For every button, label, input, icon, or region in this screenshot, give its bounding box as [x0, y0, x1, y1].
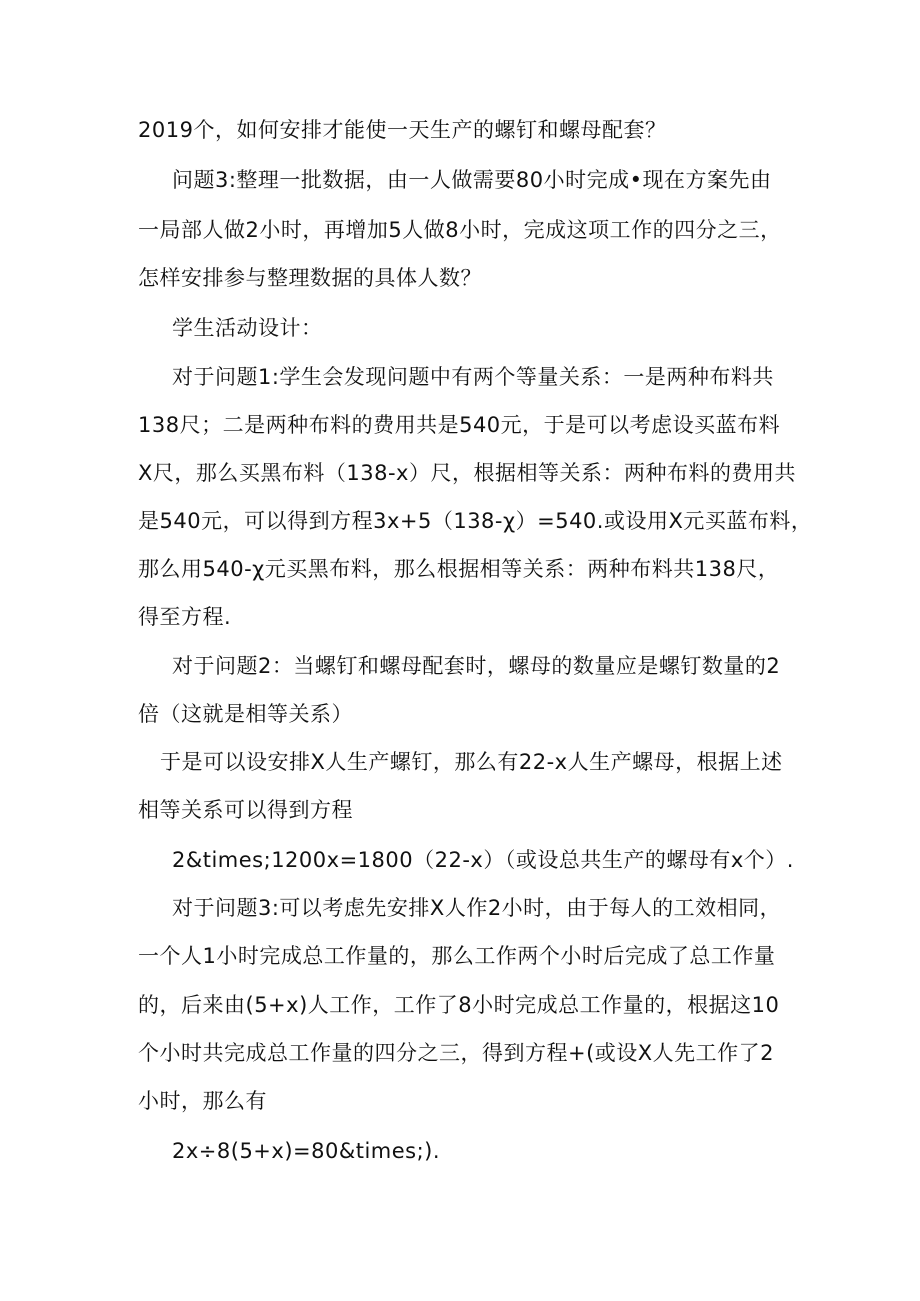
text-line: 得至方程.	[138, 605, 232, 629]
text-line: 的，后来由(5+x)人工作，工作了8小时完成总工作量的，根据这10	[138, 993, 780, 1017]
text-line: 是540元，可以得到方程3x+5（138-χ）=540.或设用X元买蓝布料，	[138, 509, 813, 533]
section-heading: 学生活动设计：	[172, 316, 323, 340]
text-line: 那么用540-χ元买黑布料，那么根据相等关系：两种布料共138尺，	[138, 557, 780, 581]
text-line: X尺，那么买黑布料（138-x）尺，根据相等关系：两种布料的费用共	[138, 461, 796, 485]
problem-1-analysis: 对于问题1:学生会发现问题中有两个等量关系：一是两种布料共	[172, 365, 774, 389]
problem-3-heading: 问题3:整理一批数据，由一人做需要80小时完成•现在方案先由	[172, 168, 772, 192]
problem-2-analysis: 对于问题2：当螺钉和螺母配套时，螺母的数量应是螺钉数量的2	[172, 654, 781, 678]
equation-line: 2&times;1200x=1800（22-x）（或设总共生产的螺母有x个）.	[172, 848, 794, 872]
text-line: 倍（这就是相等关系）	[138, 702, 353, 726]
text-line: 2019个，如何安排才能使一天生产的螺钉和螺母配套？	[138, 118, 667, 142]
text-line: 一个人1小时完成总工作量的，那么工作两个小时后完成了总工作量	[138, 944, 776, 968]
text-line: 个小时共完成总工作量的四分之三，得到方程+(或设X人先工作了2	[138, 1041, 775, 1065]
text-line: 一局部人做2小时，再增加5人做8小时，完成这项工作的四分之三，	[138, 218, 782, 242]
text-line: 相等关系可以得到方程	[138, 798, 353, 822]
problem-3-analysis: 对于问题3:可以考虑先安排X人作2小时，由于每人的工效相同，	[172, 896, 782, 920]
text-line: 138尺；二是两种布料的费用共是540元，于是可以考虑设买蓝布料	[138, 413, 781, 437]
text-line: 于是可以设安排X人生产螺钉，那么有22-x人生产螺母，根据上述	[160, 750, 783, 774]
text-line: 怎样安排参与整理数据的具体人数？	[138, 266, 482, 290]
text-line: 小时，那么有	[138, 1089, 267, 1113]
equation-line: 2x÷8(5+x)=80&times;).	[172, 1139, 441, 1163]
